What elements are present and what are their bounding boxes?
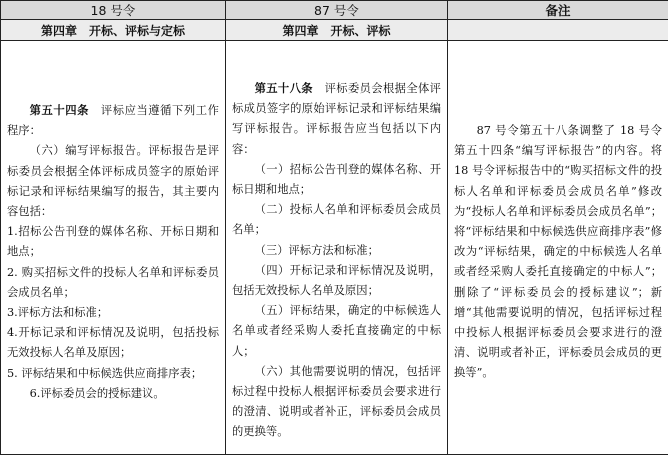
cell-notes bbox=[448, 41, 668, 455]
header-notes: 备注 bbox=[448, 1, 668, 20]
article-54-number: 第五十四条 bbox=[29, 104, 89, 117]
art54-para-3: 3.评标方法和标准； bbox=[7, 306, 109, 320]
note-text: 87 号令第五十八条调整了 18 号令第五十四条“编写评标报告”的内容。将 18 号令评标报告中的“购买招标文件的投标人名单和评标委员会成员名单”修改为“投标人名单和评标委员会成员名单”；将“评标结果和中标候选供应商排序表”修改为“评标结果，确定的中标候选人名单或者经采购人委托直接确定的中标人”；删除了“评标委员会的授标建议”；新增“其他需要说明的情况，包括评标过程中投标人根据评标委员会要求进行的澄清、说明或者补正，评标委员会成员的更换等”。 bbox=[454, 124, 662, 380]
chapter-18: 第四章 开标、评标与定标 bbox=[1, 20, 226, 41]
art54-para-0: （六）编写评标报告。评标报告是评标委员会根据全体评标成员签字的原始评标记录和评标结果编写的报告，其主要内容包括： bbox=[7, 144, 219, 219]
chapter-87: 第四章 开标、评标 bbox=[226, 20, 448, 41]
article-58-number: 第五十八条 bbox=[254, 82, 313, 95]
art58-para-5: （六）其他需要说明的情况，包括评标过程中投标人根据评标委员会要求进行的澄清、说明或者补正，评标委员会成员的更换等。 bbox=[232, 364, 441, 439]
art58-para-2: （三）评标方法和标准； bbox=[254, 243, 379, 257]
chapter-notes bbox=[448, 20, 668, 41]
header-order-87: 87 号令 bbox=[226, 1, 448, 20]
article-54-text: 评标应当遵循下列工作程序： bbox=[7, 104, 219, 138]
art54-para-6: 6.评标委员会的授标建议。 bbox=[29, 386, 165, 400]
header-order-18: 18 号令 bbox=[1, 1, 226, 20]
art58-para-0: （一）招标公告刊登的媒体名称、开标日期和地点； bbox=[232, 162, 441, 197]
article-58-text: 评标委员会根据全体评标成员签字的原始评标记录和评标结果编写评标报告。评标报告应当包括以下内容： bbox=[232, 82, 441, 156]
cell-order-87 bbox=[226, 41, 448, 455]
article-54 bbox=[7, 101, 219, 141]
art54-para-4: 4.开标记录和评标情况及说明，包括投标无效投标人名单及原因； bbox=[7, 326, 219, 360]
cell-order-18 bbox=[1, 41, 226, 455]
art54-para-2: 2. 购买招标文件的投标人名单和评标委员会成员名单； bbox=[7, 265, 219, 299]
art58-para-3: （四）开标记录和评标情况及说明，包括无效投标人名单及原因； bbox=[232, 263, 441, 298]
chapter-row bbox=[1, 20, 668, 41]
art58-para-1: （二）投标人名单和评标委员会成员名单； bbox=[232, 203, 441, 237]
article-58 bbox=[232, 79, 441, 160]
art58-para-4: （五）评标结果，确定的中标候选人名单或者经采购人委托直接确定的中标人； bbox=[232, 304, 441, 358]
content-row bbox=[1, 41, 668, 455]
art54-para-5: 5. 评标结果和中标候选供应商排序表； bbox=[7, 366, 203, 380]
header-row bbox=[1, 1, 668, 20]
art54-para-1: 1.招标公告刊登的媒体名称、开标日期和地点； bbox=[7, 225, 219, 259]
